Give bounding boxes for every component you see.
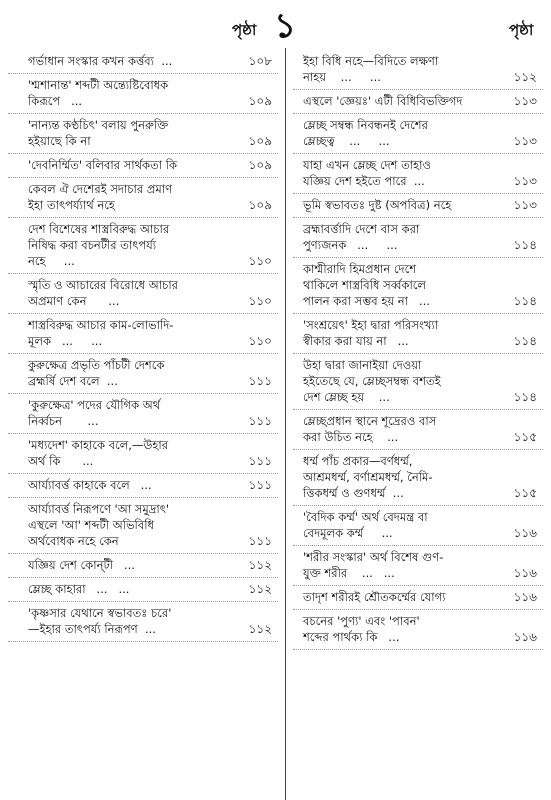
entry-page-number: ১১২	[248, 582, 272, 596]
entry-page-number: ১১৪	[513, 238, 537, 252]
entry-text: বচনের 'পুণ্য' এবং 'পাবন' শব্দের পার্থক্য কি ...	[303, 614, 420, 644]
index-entry	[293, 194, 543, 218]
entry-page-number: ১১০	[248, 254, 272, 268]
entry-text: 'কৃষ্ণসার যেথানে স্বভাবতঃ চরে' —ইহার তাৎপর্য্য নিরূপণ ...	[28, 606, 172, 636]
index-entry	[293, 114, 543, 154]
page-number: ১	[274, 6, 297, 46]
entry-text: উহা দ্বারা জানাইয়া দেওয়া হইতেছে যে, ম্লেচ্ছসম্বন্ধ বশতই দেশ ম্লেচ্ছ হয় ...	[303, 358, 441, 404]
entry-page-number: ১০৯	[248, 134, 272, 148]
entry-text: 'দেবনির্ম্মিত' বলিবার সার্থকতা কি	[28, 158, 178, 172]
entry-text: স্মৃতি ও আচারের বিরোধে আচার অপ্রমাণ কেন ...	[28, 278, 178, 308]
index-entry	[8, 578, 278, 602]
entry-page-number: ১১৬	[513, 590, 537, 604]
index-entry	[8, 114, 278, 154]
entry-page-number: ১১৪	[513, 334, 537, 348]
entry-page-number: ১১০	[248, 294, 272, 308]
entry-page-number: ১১৩	[513, 94, 537, 108]
entry-page-number: ১১২	[513, 70, 537, 84]
index-entry	[293, 314, 543, 354]
index-entry	[293, 610, 543, 650]
index-entry	[8, 74, 278, 114]
right-page-column-label: পৃষ্ঠা	[509, 21, 534, 39]
index-entry	[8, 394, 278, 434]
index-entry	[293, 258, 543, 314]
entry-page-number: ১১২	[248, 558, 272, 572]
index-entry	[293, 450, 543, 506]
entry-text: ধর্ম্ম পাঁচ প্রকার—বর্ণধর্ম্ম, আশ্রমধর্ম্ম, বর্ণাশ্রমধর্ম্ম, নৈমি- ত্তিকধর্ম্ম ও গুণধর্ম্ম ...	[303, 454, 433, 500]
entry-text: আর্য্যাবর্ত্ত কাহাকে বলে ...	[28, 478, 152, 492]
entry-text: কাশ্মীরাদি হিমপ্রধান দেশে থাকিলে শাস্ত্রবিধি সর্ব্বকালে পালন করা সম্ভব হয় না ...	[303, 262, 430, 308]
index-entry	[8, 178, 278, 218]
entry-page-number: ১১১	[248, 454, 272, 468]
entry-text: 'কুরুক্ষেত্র' পদের যৌগিক অর্থ নির্ব্বচন ...	[28, 398, 161, 428]
entry-text: শাস্ত্রবিরুদ্ধ আচার কাম-লোভাদি- মূলক ... ...	[28, 318, 174, 348]
index-entry	[293, 410, 543, 450]
index-entry	[293, 90, 543, 114]
entry-text: ম্লেচ্ছপ্রধান স্থানে শূদ্রেরও বাস করা উচিত নহে ...	[303, 414, 437, 444]
entry-text: কুরুক্ষেত্র প্রভৃতি পাঁচটী দেশকে ব্রহ্মর্ষি দেশ বলে ...	[28, 358, 165, 388]
entry-text: গর্ভাধান সংস্কার কখন কর্ত্তব্য ...	[28, 54, 173, 68]
entry-page-number: ১১১	[248, 534, 272, 548]
index-entry	[8, 154, 278, 178]
entry-page-number: ১১১	[248, 374, 272, 388]
entry-page-number: ১১১	[248, 414, 272, 428]
entry-text: দেশ বিশেষের শাস্ত্রবিরুদ্ধ আচার নিষিদ্ধ করা বচনটীর তাৎপর্য্য নহে ...	[28, 222, 170, 268]
index-entry	[8, 554, 278, 578]
entry-text: ম্লেচ্ছ সম্বন্ধ নিবন্ধনই দেশের ম্লেচ্ছত্ব ... ...	[303, 118, 428, 148]
left-page-column-label: পৃষ্ঠা	[232, 21, 257, 39]
index-entry	[8, 498, 278, 554]
entry-text: ইহা বিধি নহে—বিদিতে লক্ষণা নাহয় ... ...	[303, 54, 439, 84]
entry-text: ম্লেচ্ছ কাহারা ... ...	[28, 582, 130, 596]
entry-page-number: ১১৬	[513, 526, 537, 540]
entry-page-number: ১১৩	[513, 198, 537, 212]
entry-page-number: ১১৩	[513, 174, 537, 188]
index-entry	[8, 274, 278, 314]
entry-text: যজ্ঞিয় দেশ কোন্‌টী ...	[28, 558, 135, 572]
entry-text: যাহা এখন ম্লেচ্ছ দেশ তাহাও যজ্ঞিয় দেশ হইতে পারে ...	[303, 158, 431, 188]
index-entry	[293, 50, 543, 90]
index-entry	[293, 506, 543, 546]
index-entry	[293, 546, 543, 586]
index-entry	[8, 218, 278, 274]
entry-text: 'সংশ্রয়েৎ' ইহা দ্বারা পরিসংখ্যা স্বীকার করা যায় না ...	[303, 318, 439, 348]
right-index-column	[293, 50, 543, 650]
entry-page-number: ১১৬	[513, 566, 537, 580]
entry-page-number: ১১৫	[513, 430, 537, 444]
entry-page-number: ১১০	[248, 334, 272, 348]
index-entry	[8, 434, 278, 474]
entry-page-number: ১১২	[248, 622, 272, 636]
entry-text: ব্রহ্মাবর্ত্তাদি দেশে বাস করা পুণ্যজনক ... ...	[303, 222, 420, 252]
entry-page-number: ১০৯	[248, 158, 272, 172]
entry-page-number: ১১৩	[513, 134, 537, 148]
entry-page-number: ১১৪	[513, 390, 537, 404]
index-entry	[293, 154, 543, 194]
entry-page-number: ১১৫	[513, 486, 537, 500]
entry-text: 'নান্যন্ত কণ্ঠচিৎ' বলায় পুনরুক্তি হইয়াছে কি না	[28, 118, 169, 148]
entry-page-number: ১১৪	[513, 294, 537, 308]
entry-page-number: ১০৯	[248, 94, 272, 108]
index-entry	[8, 314, 278, 354]
entry-text: 'শরীর সংস্কার' অর্থ বিশেষ গুণ- যুক্ত শরীর ... ...	[303, 550, 444, 580]
entry-text: 'শ্মশানান্ত' শব্দটী অন্ত্যেষ্টিবোধক কিরূপে ...	[28, 78, 169, 108]
index-entry	[8, 602, 278, 642]
entry-text: আর্য্যাবর্ত্ত নিরূপণে 'আ সমুদ্রাৎ' এস্থলে 'আ' শব্দটী অভিবিধি অর্থবোধক নহে কেন	[28, 502, 170, 548]
index-entry	[293, 586, 543, 610]
entry-page-number: ১১১	[248, 478, 272, 492]
index-entry	[8, 474, 278, 498]
entry-text: ভূমি স্বভাবতঃ দুষ্ট (অপবিত্র) নহে	[303, 198, 452, 212]
index-entry	[293, 218, 543, 258]
column-divider	[285, 48, 286, 800]
entry-page-number: ১০৮	[248, 54, 272, 68]
index-entry	[293, 354, 543, 410]
entry-text: 'বৈদিক কর্ম্ম' অর্থ বেদমন্ত্র বা বেদমূলক কর্ম্ম ...	[303, 510, 428, 540]
entry-text: তাদৃশ শরীরই শ্রৌতকর্ম্মের যোগ্য	[303, 590, 446, 604]
index-entry	[8, 50, 278, 74]
entry-page-number: ১০৯	[248, 198, 272, 212]
entry-text: এস্থলে 'জ্ঞেয়ঃ' এটী বিধিবিভক্তিগদ	[303, 94, 463, 108]
index-entry	[8, 354, 278, 394]
entry-text: কেবল ঐ দেশেরই সদাচার প্রমাণ ইহা তাৎপর্য্যার্থ নহে	[28, 182, 173, 212]
entry-text: 'মধ্যদেশ' কাহাকে বলে,—উহার অর্থ কি ...	[28, 438, 169, 468]
entry-page-number: ১১৬	[513, 630, 537, 644]
left-index-column	[8, 50, 278, 642]
